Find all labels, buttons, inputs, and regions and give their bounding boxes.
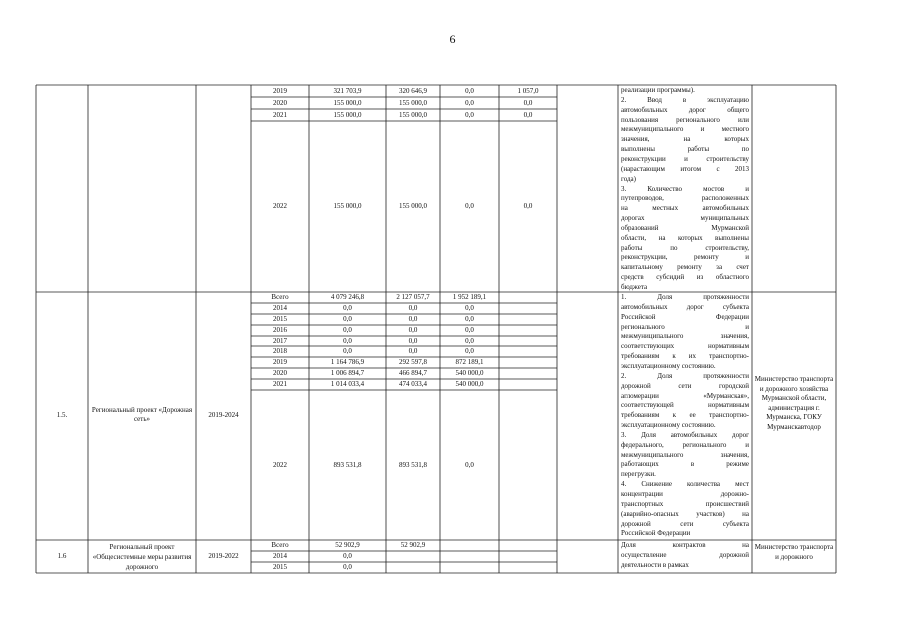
table-cell: 474 033,4 [399,380,427,388]
table-cell: 0,0 [343,347,352,355]
indicator-line: работы по строительству, [621,243,749,252]
indicator-line: Доля контрактов на [621,541,749,549]
table-cell: Всего [271,293,289,301]
table-cell: 0,0 [523,202,533,210]
table-cell: 2016 [273,326,287,334]
table-cell: 155 000,0 [399,202,427,210]
table-cell: 2019 [273,358,287,366]
table-cell: 2021 [273,110,287,119]
indicator-line: 4. Снижение количества мест [621,480,749,489]
indicator-line: агломерации «Мурманская», [621,391,749,400]
table-cell: 155 000,0 [399,98,427,107]
indicator-line: образований Мурманской [621,223,749,232]
table-cell: Всего [271,541,289,549]
indicator-line: работающих в режиме [621,460,749,469]
indicator-line: 1. Доля протяженности [621,293,749,301]
table-cell: 0,0 [465,202,474,210]
table-cell: 0,0 [465,315,474,323]
table-cell: 1 952 189,1 [452,293,487,301]
indicator-line: путепроводов, расположенных [621,194,749,203]
table-cell: 2018 [273,347,287,355]
indicator-line: области, на которых выполнены [621,233,749,242]
table-cell: 872 189,1 [455,358,484,366]
table-cell: 2019 [273,86,287,95]
indicator-line: автомобильных дорог общего [621,105,749,114]
table-cell: 0,0 [408,336,418,345]
indicator-line: реконструкции и строительству [621,154,749,163]
table-cell: 2014 [273,552,287,560]
table-cell: 0,0 [465,460,474,469]
indicator-line: перегрузки. [621,470,656,479]
table-cell: 0,0 [343,336,352,345]
table-cell: 292 597,8 [399,358,427,366]
indicator-line: реконструкции, ремонту и [621,253,749,262]
indicator-line: требованиям к ее транспортно- [621,411,749,420]
table-cell: 2015 [273,315,287,323]
table-cell: 893 531,8 [399,460,427,469]
indicator-line: Российской Федерации [621,312,749,321]
indicator-line: 2. Ввод в эксплуатацию [621,95,749,104]
table-cell: 52 902,9 [400,541,426,549]
row-number: 1.5. [56,411,68,419]
table-cell: 155 000,0 [399,110,427,119]
table-cell: 0,0 [343,304,352,312]
indicator-line: (аварийно-опасных участков) на [621,509,749,518]
table-cell: 0,0 [408,347,418,355]
indicator-line: межмуниципального значения, [621,332,749,341]
executor: Министерство транспорта и дорожного [754,543,834,561]
table-cell: 52 902,9 [335,541,360,549]
indicator-line: года) [621,174,636,183]
table-cell: 0,0 [465,98,474,107]
indicator-line: дорогах муниципальных [621,214,749,223]
project-period: 2019-2024 [208,411,239,419]
indicator-line: деятельности в рамках [621,560,689,569]
table-cell: 0,0 [465,336,474,345]
page-number: 6 [449,32,456,46]
indicator-line: на местных автомобильных [621,204,749,213]
table-cell: 1 006 894,7 [330,369,365,377]
table-cell: 540 000,0 [455,380,484,388]
table-cell: 321 703,9 [333,86,362,95]
table-cell: 2022 [273,460,287,469]
indicator-line: 3. Количество мостов и [621,184,749,193]
indicator-line: требованиям к их транспортно- [621,352,749,361]
indicator-line: дорожной сети субъекта [621,519,749,528]
table-cell: 0,0 [343,552,352,560]
table-cell: 0,0 [408,315,418,323]
table-cell: 2020 [273,369,287,377]
executor: Министерство транспорта и дорожного хозяйства Мурманской области, администрация г. Мурманска, ГОКУ Мурманскавтодор [754,375,834,431]
table-cell: 2017 [273,336,287,345]
indicator-line: дорожной сети городской [621,381,749,390]
indicator-line: автомобильных дорог субъекта [621,302,749,311]
indicator-line: Российской Федерации [621,529,691,538]
indicator-line: (нарастающим итогом с 2013 [621,164,749,173]
row-number: 1.6 [57,552,67,560]
table-cell: 0,0 [343,315,352,323]
table-cell: 0,0 [465,110,474,119]
table-cell: 1 164 786,9 [330,358,365,366]
table-cell: 2014 [273,304,287,312]
table-cell: 893 531,8 [333,460,362,469]
table-cell: 4 079 246,8 [330,293,365,301]
table-cell: 155 000,0 [333,110,362,119]
indicator-line: значения, на которых [621,135,749,144]
table-cell: 0,0 [408,326,418,334]
indicator-line: пользования регионального или [621,115,749,124]
table-cell: 0,0 [408,304,418,312]
table-cell: 0,0 [523,110,533,119]
table-cell: 0,0 [465,326,474,334]
indicator-line: выполнены работы по [621,145,749,154]
table-cell: 0,0 [465,86,474,95]
table-cell: 466 894,7 [399,369,427,377]
indicator-line: реализации программы). [621,86,695,94]
indicator-line: эксплуатационному состоянию. [621,421,716,430]
table-cell: 0,0 [465,347,474,355]
indicator-line: средств субсидий из областного [621,273,749,282]
table-cell: 155 000,0 [333,202,362,210]
table-cell: 2015 [273,563,287,571]
indicator-line: осуществление дорожной [621,550,749,559]
table-cell: 540 000,0 [455,369,484,377]
table-cell: 155 000,0 [333,98,362,107]
indicator-line: концентрации дорожно- [621,490,749,498]
indicator-line: соответствующих нормативным [621,342,749,351]
indicator-line: регионального и [621,322,749,331]
project-period: 2019-2022 [208,552,239,560]
table-cell: 0,0 [465,304,474,312]
table-cell: 1 014 033,4 [330,380,365,388]
table-cell: 0,0 [523,98,533,107]
table-cell: 2 127 057,7 [396,293,430,301]
indicator-line: 3. Доля автомобильных дорог [621,430,749,439]
table-cell: 2020 [273,98,287,107]
indicator-line: транспортных происшествий [621,499,749,508]
table-cell: 0,0 [343,326,352,334]
indicator-line: межмуниципального и местного [621,125,749,134]
indicator-line: соответствующей нормативным [621,401,749,410]
table-cell: 2021 [273,380,287,388]
indicator-line: федерального, регионального и [621,440,749,449]
table-cell: 1 057,0 [517,86,539,95]
indicator-line: 2. Доля протяженности [621,371,749,380]
table-cell: 0,0 [343,563,352,571]
project-name: Региональный проект «Общесистемные меры развития дорожного [92,543,192,571]
indicator-line: капитальному ремонту за счет [621,263,749,272]
table-cell: 2022 [273,202,287,210]
indicator-line: эксплуатационному состоянию. [621,361,716,370]
indicator-line: бюджета [621,283,648,291]
table-cell: 320 646,9 [399,86,427,95]
indicator-line: межмуниципального значения, [621,450,749,459]
project-name: Региональный проект «Дорожная сеть» [91,406,193,423]
